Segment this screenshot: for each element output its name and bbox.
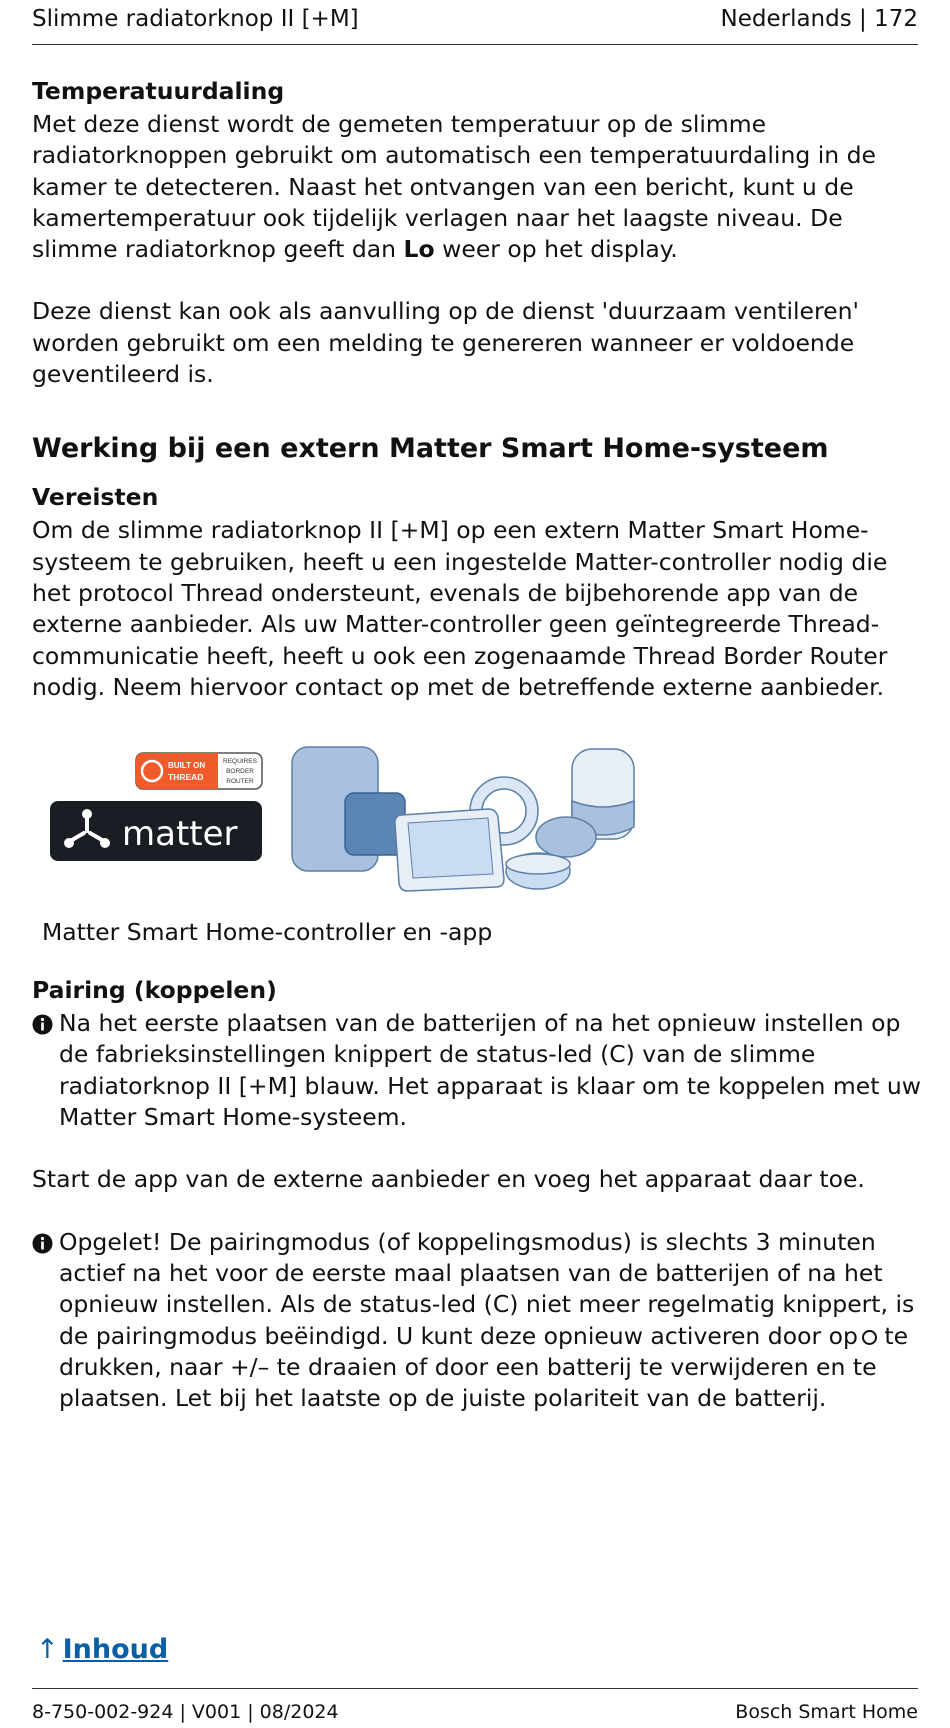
info-note-pairingmodus: Opgelet! De pairingmodus (of koppelingsmodus) is slechts 3 minuten actief na het voor de eerste maal plaatsen van de batterijen of na het opnieuw instellen. Als de status-led (C) niet meer regelmatig knippert, is de pairingmodus beëindigd. U kunt deze opnieuw activeren door op te drukken, naar +/– te draaien of door een batterij te verwijderen en te plaatsen. Let bij het laatste op de juiste polariteit van de batterij.	[32, 1227, 922, 1415]
svg-text:BUILT ON: BUILT ON	[168, 761, 206, 771]
section-heading-matter: Werking bij een extern Matter Smart Home-systeem	[32, 433, 829, 465]
svg-text:ROUTER: ROUTER	[226, 778, 254, 786]
subheading-vereisten: Vereisten	[32, 483, 159, 512]
paragraph-ventileren: Deze dienst kan ook als aanvulling op de dienst 'duurzaam ventileren' worden gebruikt om een melding te genereren wanneer er voldoende geventileerd is.	[32, 297, 859, 389]
document-id: 8-750-002-924 | V001 | 08/2024	[32, 1701, 339, 1723]
svg-text:BORDER: BORDER	[226, 768, 254, 776]
built-on-thread-badge	[136, 753, 262, 789]
page-content	[32, 76, 922, 1414]
svg-text:matter: matter	[122, 814, 238, 855]
subheading-pairing: Pairing (koppelen)	[32, 976, 277, 1005]
paragraph-start-app: Start de app van de externe aanbieder en voeg het apparaat daar toe.	[32, 1165, 865, 1194]
info-icon	[32, 1233, 53, 1254]
svg-text:REQUIRES: REQUIRES	[223, 758, 257, 766]
matter-controller-figure	[32, 741, 922, 911]
info-icon	[32, 1014, 53, 1035]
small-speaker-device	[536, 817, 596, 857]
document-title: Slimme radiatorknop II [+M]	[32, 6, 359, 32]
svg-text:THREAD: THREAD	[168, 772, 204, 783]
smart-home-devices	[292, 747, 634, 891]
paragraph-vereisten: Om de slimme radiatorknop II [+M] op een extern Matter Smart Home-systeem te gebruiken, heeft u een ingestelde Matter-controller nodig die het protocol Thread ondersteunt, evenals de bijbehorende app van de externe aanbieder. Als uw Matter-controller geen geïntegreerde Thread-communicatie heeft, heeft u ook een zogenaamde Thread Border Router nodig. Neem hiervoor contact op met de betreffende externe aanbieder.	[32, 516, 888, 701]
page-header	[32, 4, 918, 45]
button-circle-icon	[862, 1330, 877, 1345]
inhoud-link-label[interactable]: Inhoud	[62, 1634, 169, 1665]
paragraph-temperatuurdaling: Met deze dienst wordt de gemeten temperatuur op de slimme radiatorknoppen gebruikt om automatisch een temperatuurdaling in de kamer te detecteren. Naast het ontvangen van een bericht, kunt u de kamertemperatuur ook tijdelijk verlagen naar het laagste niveau. De slimme radiatorknop geeft dan Lo weer op het display.	[32, 110, 877, 264]
matter-logo	[50, 801, 262, 861]
page-footer	[32, 1688, 918, 1725]
matter-thread-illustration	[32, 741, 672, 911]
table-of-contents-link[interactable]	[36, 1634, 168, 1665]
page-number: Nederlands | 172	[720, 6, 918, 32]
brand-name: Bosch Smart Home	[735, 1701, 918, 1723]
info-note-pairing: Na het eerste plaatsen van de batterijen of na het opnieuw instellen op de fabrieksinstellingen knippert de status-led (C) van de slimme radiatorknop II [+M] blauw. Het apparaat is klaar om te koppelen met uw Matter Smart Home-systeem.	[32, 1008, 922, 1133]
arrow-up-icon: ↑	[36, 1634, 59, 1665]
figure-caption: Matter Smart Home-controller en -app	[42, 918, 493, 947]
section-heading-temperatuurdaling: Temperatuurdaling	[32, 77, 285, 105]
